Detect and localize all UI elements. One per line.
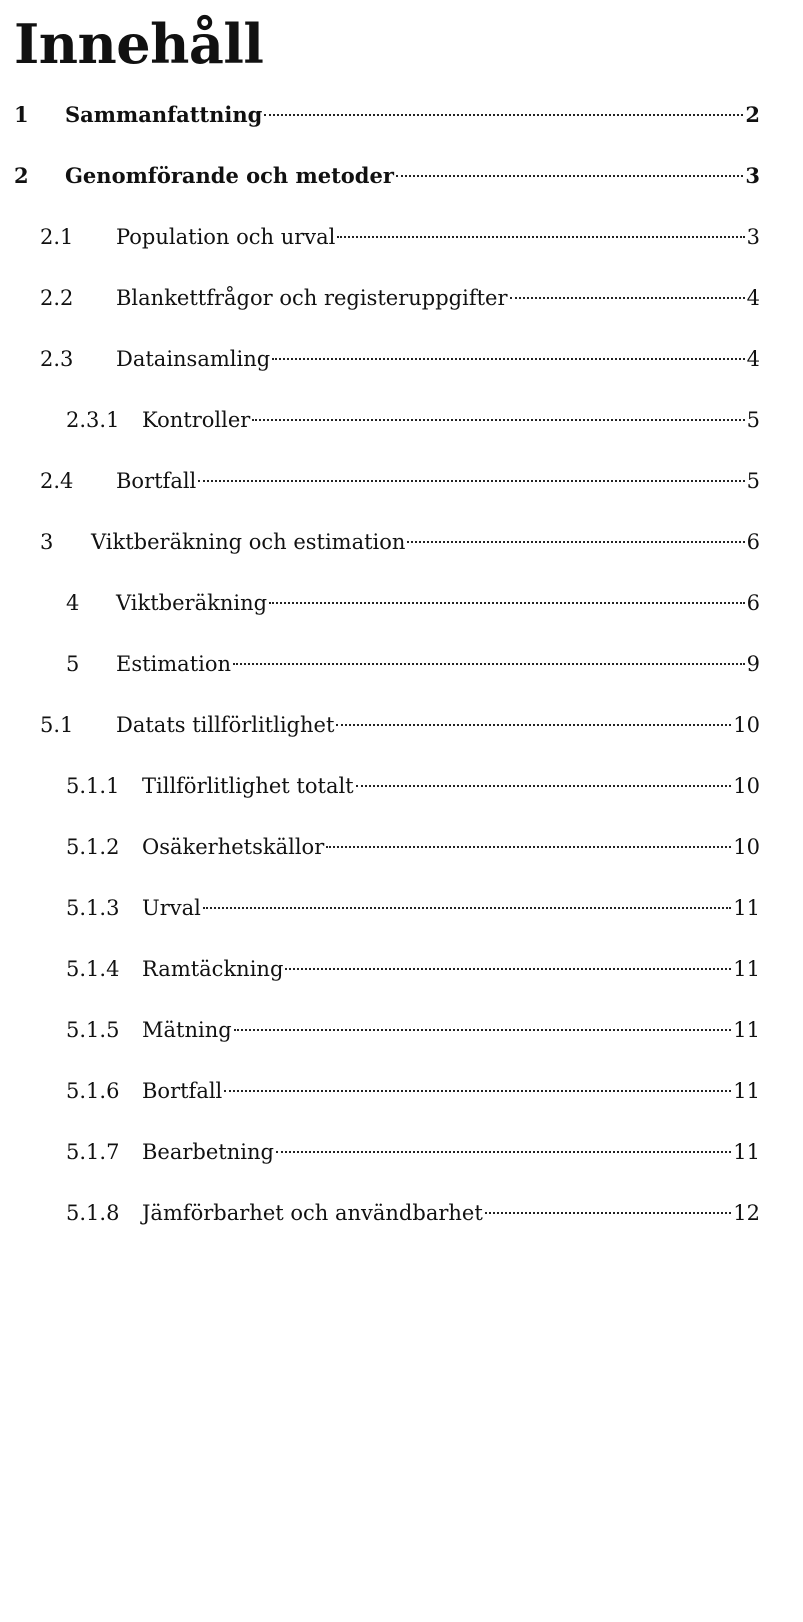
- toc-section-number: 3: [40, 530, 54, 554]
- toc-section-number: 2.3: [40, 347, 74, 371]
- toc-dot-leader: [252, 419, 744, 421]
- toc-section-title: Datainsamling: [116, 347, 271, 371]
- toc-section-number: 2.4: [40, 469, 74, 493]
- toc-section-number: 5.1.8: [66, 1201, 120, 1225]
- toc-dot-leader: [336, 724, 731, 726]
- toc-entry[interactable]: [66, 586, 760, 620]
- toc-entry[interactable]: [14, 159, 760, 193]
- toc-section-title: Kontroller: [142, 408, 251, 432]
- toc-section-number: 2.1: [40, 225, 74, 249]
- toc-dot-leader: [276, 1151, 731, 1153]
- toc-section-number: 5: [66, 652, 80, 676]
- toc-section-number: 5.1.5: [66, 1018, 120, 1042]
- toc-entry[interactable]: [66, 1074, 760, 1108]
- toc-dot-leader: [285, 968, 731, 970]
- toc-section-title: Genomförande och metoder: [65, 163, 394, 188]
- toc-dot-leader: [264, 114, 743, 116]
- toc-dot-leader: [203, 907, 731, 909]
- toc-page-number: 11: [733, 1018, 760, 1042]
- toc-page-number: 11: [733, 957, 760, 981]
- toc-dot-leader: [337, 236, 744, 238]
- toc-page-number: 6: [746, 530, 760, 554]
- toc-page-number: 9: [746, 652, 760, 676]
- toc-section-number: 5.1: [40, 713, 74, 737]
- toc-dot-leader: [269, 602, 745, 604]
- toc-section-number: 5.1.2: [66, 835, 120, 859]
- toc-dot-leader: [396, 175, 743, 177]
- toc-section-number: 5.1.3: [66, 896, 120, 920]
- toc-page-number: 5: [746, 469, 760, 493]
- toc-entry[interactable]: [66, 830, 760, 864]
- toc-page-number: 10: [733, 774, 760, 798]
- toc-section-title: Bortfall: [116, 469, 197, 493]
- toc-page-number: 12: [733, 1201, 760, 1225]
- toc-section-number: 2.2: [40, 286, 74, 310]
- toc-page-number: 11: [733, 896, 760, 920]
- toc-dot-leader: [485, 1212, 731, 1214]
- toc-section-title: Ramtäckning: [142, 957, 284, 981]
- toc-entry[interactable]: [66, 1135, 760, 1169]
- toc-dot-leader: [326, 846, 731, 848]
- toc-entry[interactable]: [66, 403, 760, 437]
- toc-entry[interactable]: [40, 464, 760, 498]
- toc-entry[interactable]: [66, 952, 760, 986]
- toc-entry[interactable]: [40, 281, 760, 315]
- toc-section-number: 5.1.4: [66, 957, 120, 981]
- toc-entry[interactable]: [40, 342, 760, 376]
- toc-section-title: Jämförbarhet och användbarhet: [142, 1201, 483, 1225]
- toc-page-number: 2: [745, 102, 760, 127]
- toc-section-number: 5.1.6: [66, 1079, 120, 1103]
- toc-page-number: 3: [746, 225, 760, 249]
- toc-section-title: Datats tillförlitlighet: [116, 713, 335, 737]
- toc-section-number: 4: [66, 591, 80, 615]
- toc-entry[interactable]: [66, 1013, 760, 1047]
- toc-dot-leader: [233, 663, 745, 665]
- toc-entry[interactable]: [14, 98, 760, 132]
- toc-dot-leader: [356, 785, 732, 787]
- toc-section-number: 5.1.7: [66, 1140, 120, 1164]
- toc-section-title: Population och urval: [116, 225, 336, 249]
- toc-page-number: 3: [745, 163, 760, 188]
- toc-page-number: 11: [733, 1079, 760, 1103]
- toc-section-number: 2: [14, 163, 29, 188]
- toc-dot-leader: [198, 480, 744, 482]
- toc-section-title: Viktberäkning: [116, 591, 268, 615]
- toc-section-title: Urval: [142, 896, 201, 920]
- toc-page-number: 10: [733, 835, 760, 859]
- toc-dot-leader: [224, 1090, 731, 1092]
- toc-section-number: 2.3.1: [66, 408, 120, 432]
- toc-entry[interactable]: [40, 525, 760, 559]
- toc-section-title: Bortfall: [142, 1079, 223, 1103]
- toc-section-title: Bearbetning: [142, 1140, 274, 1164]
- toc-section-title: Estimation: [116, 652, 232, 676]
- toc-section-title: Viktberäkning och estimation: [91, 530, 406, 554]
- toc-dot-leader: [234, 1029, 732, 1031]
- toc-section-title: Sammanfattning: [65, 102, 263, 127]
- toc-page-number: 6: [746, 591, 760, 615]
- toc-section-title: Mätning: [142, 1018, 232, 1042]
- toc-page-number: 11: [733, 1140, 760, 1164]
- toc-entry[interactable]: [40, 220, 760, 254]
- toc-entry[interactable]: [66, 1196, 760, 1230]
- toc-page-number: 4: [746, 347, 760, 371]
- toc-section-title: Tillförlitlighet totalt: [142, 774, 354, 798]
- toc-entry[interactable]: [66, 891, 760, 925]
- toc-page-number: 4: [746, 286, 760, 310]
- toc-dot-leader: [272, 358, 744, 360]
- toc-entry[interactable]: [40, 708, 760, 742]
- toc-section-title: Osäkerhetskällor: [142, 835, 325, 859]
- toc-entry[interactable]: [66, 769, 760, 803]
- toc-dot-leader: [407, 541, 744, 543]
- toc-entry[interactable]: [66, 647, 760, 681]
- toc-section-number: 5.1.1: [66, 774, 120, 798]
- toc-section-number: 1: [14, 102, 29, 127]
- toc-section-title: Blankettfrågor och registeruppgifter: [116, 286, 508, 310]
- toc-page-number: 10: [733, 713, 760, 737]
- page-title: Innehåll: [14, 12, 264, 76]
- toc-page-number: 5: [746, 408, 760, 432]
- toc-dot-leader: [510, 297, 745, 299]
